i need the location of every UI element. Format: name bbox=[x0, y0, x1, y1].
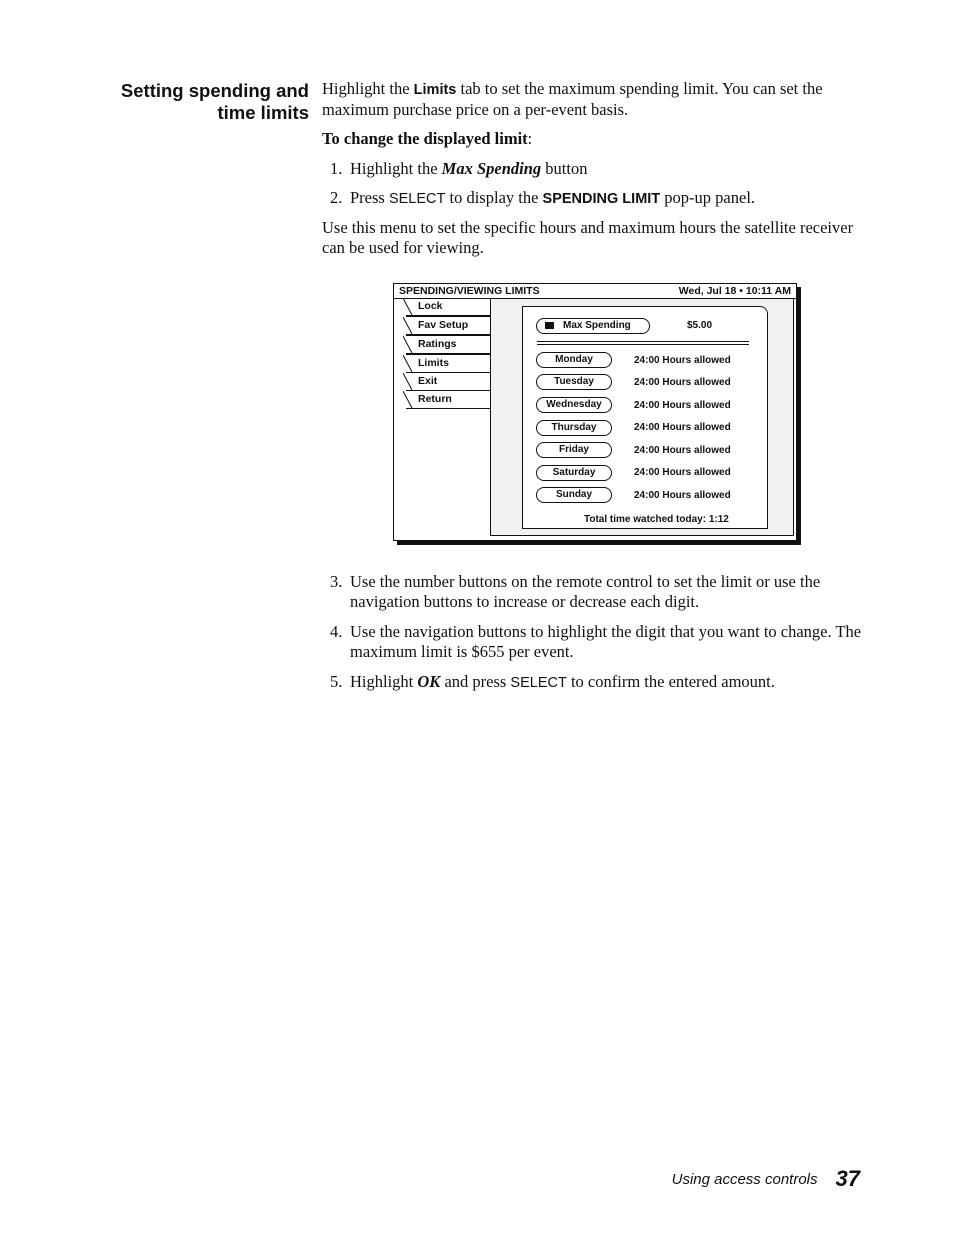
tab-label: Ratings bbox=[418, 338, 457, 350]
day-button-sunday[interactable]: Sunday bbox=[536, 487, 612, 503]
screen-title: SPENDING/VIEWING LIMITS bbox=[399, 285, 540, 297]
step-number: 3. bbox=[330, 572, 343, 591]
step-number: 5. bbox=[330, 672, 343, 691]
hours-allowed-wednesday: 24:00 Hours allowed bbox=[634, 400, 731, 411]
intro-text-start: Highlight the bbox=[322, 79, 414, 98]
tab-limits[interactable] bbox=[406, 354, 490, 372]
tab-slant-icon bbox=[403, 373, 413, 390]
tab-ratings[interactable] bbox=[406, 335, 490, 354]
day-button-saturday[interactable]: Saturday bbox=[536, 465, 612, 481]
change-limit-heading-text: To change the displayed limit bbox=[322, 129, 528, 148]
tab-label: Lock bbox=[418, 300, 443, 312]
tab-slant-icon bbox=[403, 355, 413, 372]
tab-exit[interactable] bbox=[406, 372, 490, 391]
hours-allowed-friday: 24:00 Hours allowed bbox=[634, 445, 731, 456]
step-text-end: pop-up panel. bbox=[660, 188, 756, 207]
spending-divider bbox=[537, 341, 749, 345]
step-text: Use the navigation buttons to highlight the digit that you want to change. The maximum limit is $655 per event. bbox=[350, 622, 862, 661]
step-text-mid: and press bbox=[440, 672, 511, 691]
page-number: 37 bbox=[835, 1166, 860, 1191]
tab-label: Limits bbox=[418, 357, 449, 369]
step-text bbox=[350, 188, 870, 209]
tab-slant-icon bbox=[403, 336, 413, 353]
intro-paragraph bbox=[322, 79, 870, 120]
step-text-start: Press bbox=[350, 188, 389, 207]
intro-text-end: tab to set the maximum spending limit. You can set the maximum purchase price on a per-event basis. bbox=[322, 79, 823, 119]
step-text-mid: to display the bbox=[445, 188, 543, 207]
usage-paragraph: Use this menu to set the specific hours and maximum hours the satellite receiver can be used for viewing. bbox=[322, 218, 854, 257]
step-number: 4. bbox=[330, 622, 343, 641]
hours-allowed-saturday: 24:00 Hours allowed bbox=[634, 467, 731, 478]
tab-slant-icon bbox=[403, 298, 413, 315]
footer-section-title: Using access controls bbox=[671, 1171, 818, 1188]
hours-allowed-monday: 24:00 Hours allowed bbox=[634, 355, 731, 366]
page-footer bbox=[560, 1166, 860, 1192]
total-time-watched: Total time watched today: 1:12 bbox=[584, 514, 729, 525]
day-button-tuesday[interactable]: Tuesday bbox=[536, 374, 612, 390]
day-button-wednesday[interactable]: Wednesday bbox=[536, 397, 612, 413]
spending-limit-panel-reference: SPENDING LIMIT bbox=[542, 191, 661, 207]
section-heading-line1: Setting spending and bbox=[120, 80, 309, 101]
step-text-start: Highlight the bbox=[350, 159, 442, 178]
step-text-start: Highlight bbox=[350, 672, 418, 691]
day-button-thursday[interactable]: Thursday bbox=[536, 420, 612, 436]
tab-slant-icon bbox=[403, 317, 413, 334]
select-key-reference: SELECT bbox=[510, 675, 567, 691]
spending-viewing-limits-screen bbox=[393, 283, 797, 541]
limits-tab-reference: Limits bbox=[413, 82, 457, 98]
day-button-monday[interactable]: Monday bbox=[536, 352, 612, 368]
max-spending-value: $5.00 bbox=[687, 320, 713, 331]
step-number: 2. bbox=[330, 188, 343, 207]
tab-label: Exit bbox=[418, 375, 438, 387]
day-button-friday[interactable]: Friday bbox=[536, 442, 612, 458]
tab-slant-icon bbox=[403, 391, 413, 408]
max-spending-button[interactable] bbox=[536, 318, 650, 334]
section-heading-line2: time limits bbox=[217, 102, 309, 123]
section-heading bbox=[100, 80, 309, 124]
hours-allowed-tuesday: 24:00 Hours allowed bbox=[634, 377, 731, 388]
hours-allowed-thursday: 24:00 Hours allowed bbox=[634, 422, 731, 433]
max-spending-reference: Max Spending bbox=[441, 159, 542, 178]
select-key-reference: SELECT bbox=[388, 191, 446, 207]
tab-fav-setup[interactable] bbox=[406, 316, 490, 335]
ok-reference: OK bbox=[417, 672, 441, 691]
screen-date-time: Wed, Jul 18 • 10:11 AM bbox=[678, 285, 791, 297]
tab-label: Fav Setup bbox=[418, 319, 469, 331]
step-number: 1. bbox=[330, 159, 343, 178]
step-text-end: button bbox=[541, 159, 588, 178]
hours-allowed-sunday: 24:00 Hours allowed bbox=[634, 490, 731, 501]
change-limit-heading bbox=[322, 129, 870, 149]
selection-marker-icon bbox=[545, 322, 554, 329]
tab-return[interactable] bbox=[406, 390, 490, 409]
step-text bbox=[350, 672, 870, 693]
step-text bbox=[350, 159, 870, 179]
tab-label: Return bbox=[418, 393, 452, 405]
tab-lock[interactable] bbox=[406, 298, 490, 316]
max-spending-label: Max Spending bbox=[563, 320, 631, 331]
change-limit-heading-colon: : bbox=[527, 129, 533, 148]
step-text-end: to confirm the entered amount. bbox=[566, 672, 775, 691]
step-text: Use the number buttons on the remote control to set the limit or use the navigation buttons to increase or decrease each digit. bbox=[350, 572, 821, 611]
